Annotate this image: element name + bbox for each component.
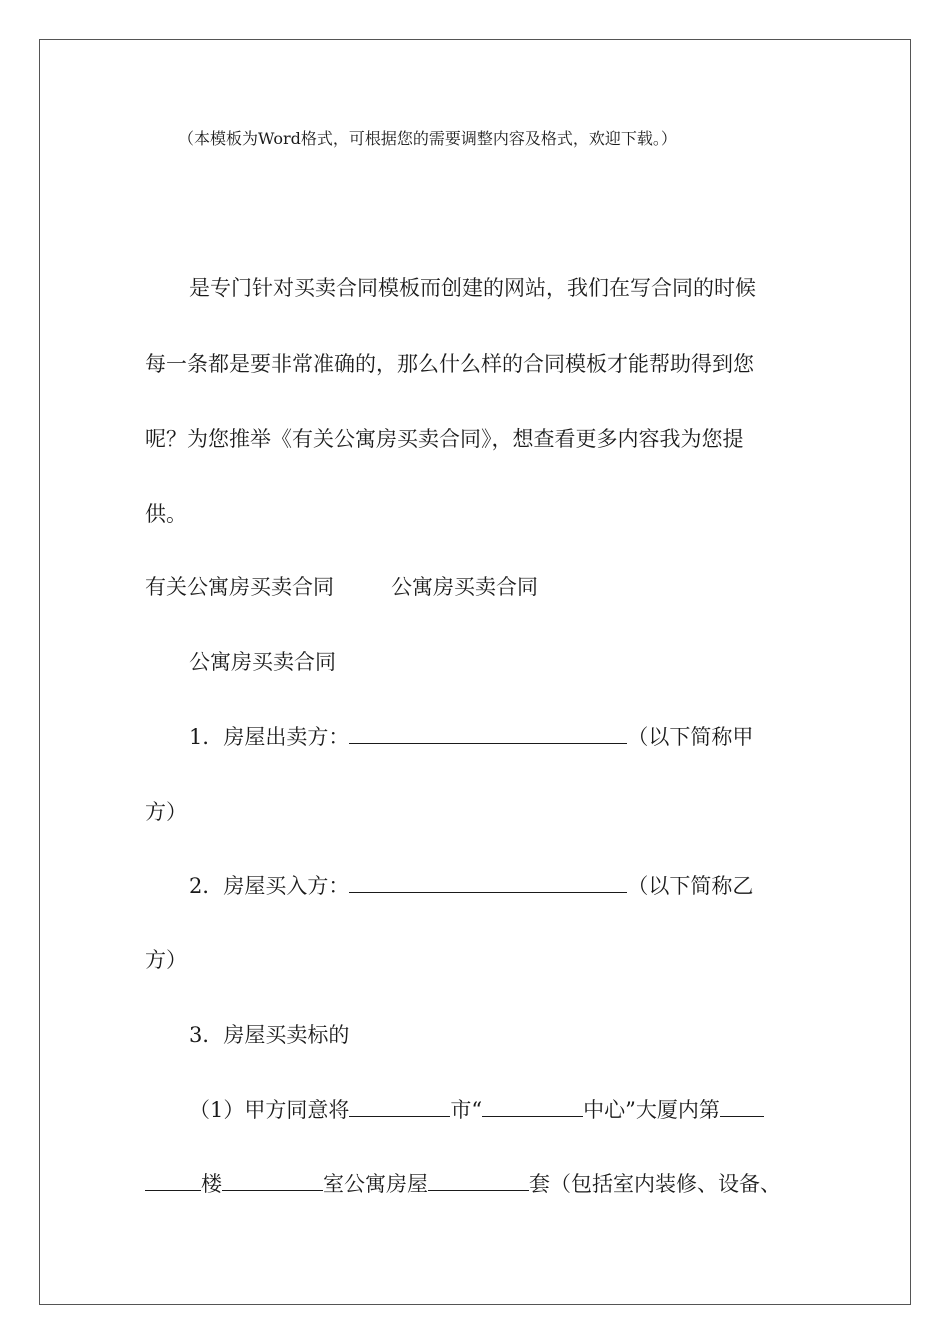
clause-1-line-1 — [189, 1096, 764, 1124]
clause-1-text-b: 市“ — [450, 1098, 483, 1122]
item-buyer-label: 2．房屋买入方： — [189, 874, 350, 898]
center-blank[interactable] — [482, 1096, 583, 1117]
intro-line-4: 供。 — [145, 502, 187, 526]
intro-line-1: 是专门针对买卖合同模板而创建的网站，我们在写合同的时候 — [189, 276, 756, 300]
room-blank[interactable] — [222, 1170, 323, 1191]
clause-1-line-2 — [145, 1170, 781, 1198]
floor-blank-a[interactable] — [720, 1096, 764, 1117]
buyer-blank[interactable] — [349, 872, 627, 893]
template-note: （本模板为Word格式，可根据您的需要调整内容及格式，欢迎下载。） — [178, 129, 677, 148]
floor-blank-b[interactable] — [145, 1170, 201, 1191]
city-blank[interactable] — [349, 1096, 450, 1117]
heading-left: 有关公寓房买卖合同 — [145, 575, 334, 599]
intro-line-2: 每一条都是要非常准确的，那么什么样的合同模板才能帮助得到您 — [145, 352, 754, 376]
item-seller — [189, 723, 753, 751]
item-buyer-cont: 方） — [145, 948, 187, 972]
clause-1-text-a: （1）甲方同意将 — [189, 1098, 350, 1122]
count-blank[interactable] — [428, 1170, 529, 1191]
item-buyer-suffix: （以下简称乙 — [627, 874, 754, 898]
contract-title: 公寓房买卖合同 — [189, 650, 336, 674]
clause-1-text-e: 室公寓房屋 — [323, 1172, 428, 1196]
heading-right: 公寓房买卖合同 — [391, 575, 538, 599]
seller-blank[interactable] — [349, 723, 627, 744]
item-subject: 3．房屋买卖标的 — [189, 1023, 350, 1047]
item-seller-cont: 方） — [145, 800, 187, 824]
intro-line-3: 呢？为您推举《有关公寓房买卖合同》，想查看更多内容我为您提 — [145, 427, 744, 451]
item-seller-suffix: （以下简称甲 — [627, 725, 754, 749]
clause-1-text-d: 楼 — [201, 1172, 222, 1196]
item-buyer — [189, 872, 753, 900]
item-seller-label: 1．房屋出卖方： — [189, 725, 350, 749]
clause-1-text-f: 套（包括室内装修、设备、 — [529, 1172, 781, 1196]
clause-1-text-c: 中心”大厦内第 — [583, 1098, 720, 1122]
